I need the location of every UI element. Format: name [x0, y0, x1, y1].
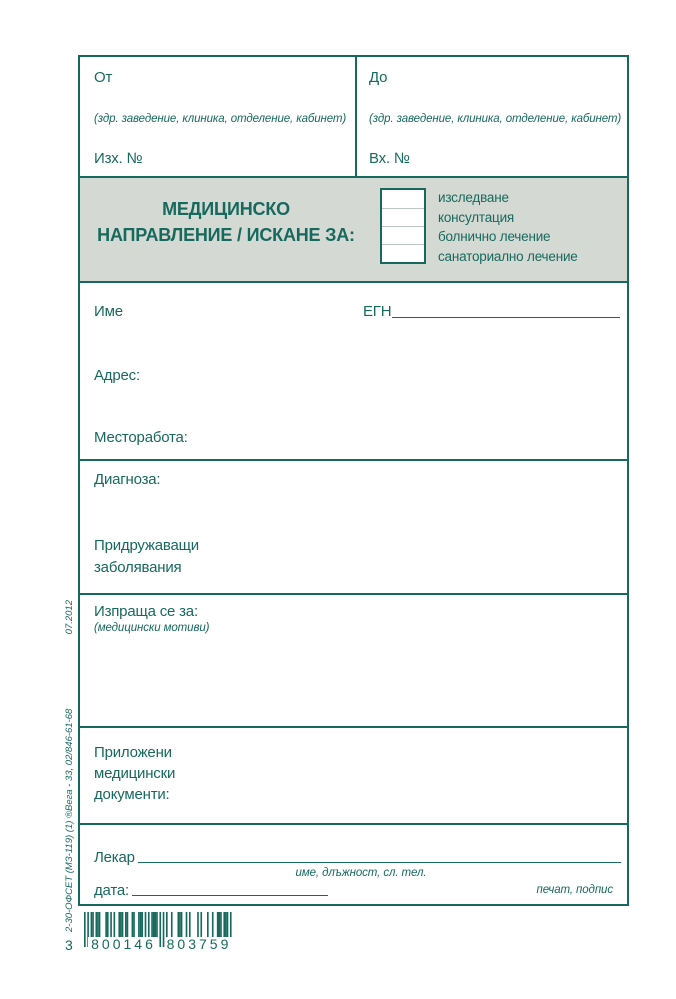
print-imprint	[61, 600, 77, 932]
option-label-hospital-treatment: болнично лечение	[438, 229, 551, 244]
checkbox-hospital-treatment[interactable]	[382, 226, 424, 244]
to-label: До	[369, 69, 388, 86]
egn-label: ЕГН	[363, 303, 392, 320]
form-box	[78, 55, 629, 906]
from-label: От	[94, 69, 113, 86]
referral-label: Изпраща се за:	[94, 603, 198, 620]
barcode	[64, 912, 274, 956]
section-patient	[80, 283, 627, 461]
name-label: Име	[94, 303, 123, 320]
imprint-date: 07.2012	[63, 600, 75, 635]
date-label: дата:	[94, 882, 129, 899]
attached-documents-label: Приложени медицински документи:	[94, 744, 176, 803]
stamp-signature-label: печат, подпис	[536, 884, 613, 896]
section-referral	[80, 595, 627, 728]
date-line[interactable]	[132, 882, 328, 896]
imprint-code: 2-30-ОФСЕТ (МЗ-119) (1) ®Вега - 33, 02/846-61-68	[63, 708, 75, 932]
section-signature	[80, 825, 627, 904]
egn-line[interactable]	[392, 304, 620, 318]
checkbox-stack	[380, 188, 426, 264]
barcode-digits-right: 803759	[166, 936, 232, 952]
checkbox-examination[interactable]	[382, 190, 424, 208]
checkbox-consultation[interactable]	[382, 208, 424, 226]
workplace-label: Месторабота:	[94, 429, 188, 446]
incoming-number-label: Вх. №	[369, 150, 410, 167]
checkbox-labels	[438, 188, 578, 266]
accompanying-diseases-label: Придружаващи заболявания	[94, 537, 199, 576]
doctor-line[interactable]	[138, 849, 621, 863]
from-to-divider	[355, 57, 357, 176]
doctor-sub-label: име, длъжност, сл. тел.	[295, 867, 427, 879]
barcode-digit-first: 3	[65, 937, 73, 953]
section-from-to	[80, 57, 627, 178]
section-documents	[80, 728, 627, 825]
section-diagnosis	[80, 461, 627, 595]
checkbox-sanatorium-treatment[interactable]	[382, 244, 424, 262]
doctor-label: Лекар	[94, 849, 135, 866]
referral-sub-label: (медицински мотиви)	[94, 622, 210, 634]
to-sub-label: (здр. заведение, клиника, отделение, кабинет)	[369, 113, 622, 125]
diagnosis-label: Диагноза:	[94, 471, 161, 488]
from-sub-label: (здр. заведение, клиника, отделение, кабинет)	[94, 113, 347, 125]
section-header	[80, 178, 627, 283]
option-label-sanatorium-treatment: санаториално лечение	[438, 248, 578, 264]
outgoing-number-label: Изх. №	[94, 150, 143, 167]
option-label-consultation: консултация	[438, 209, 515, 225]
form-title: МЕДИЦИНСКО НАПРАВЛЕНИЕ / ИСКАНЕ ЗА:	[97, 199, 355, 245]
option-label-examination: изследване	[438, 190, 509, 205]
address-label: Адрес:	[94, 367, 140, 384]
barcode-digits-left: 800146	[88, 937, 159, 952]
